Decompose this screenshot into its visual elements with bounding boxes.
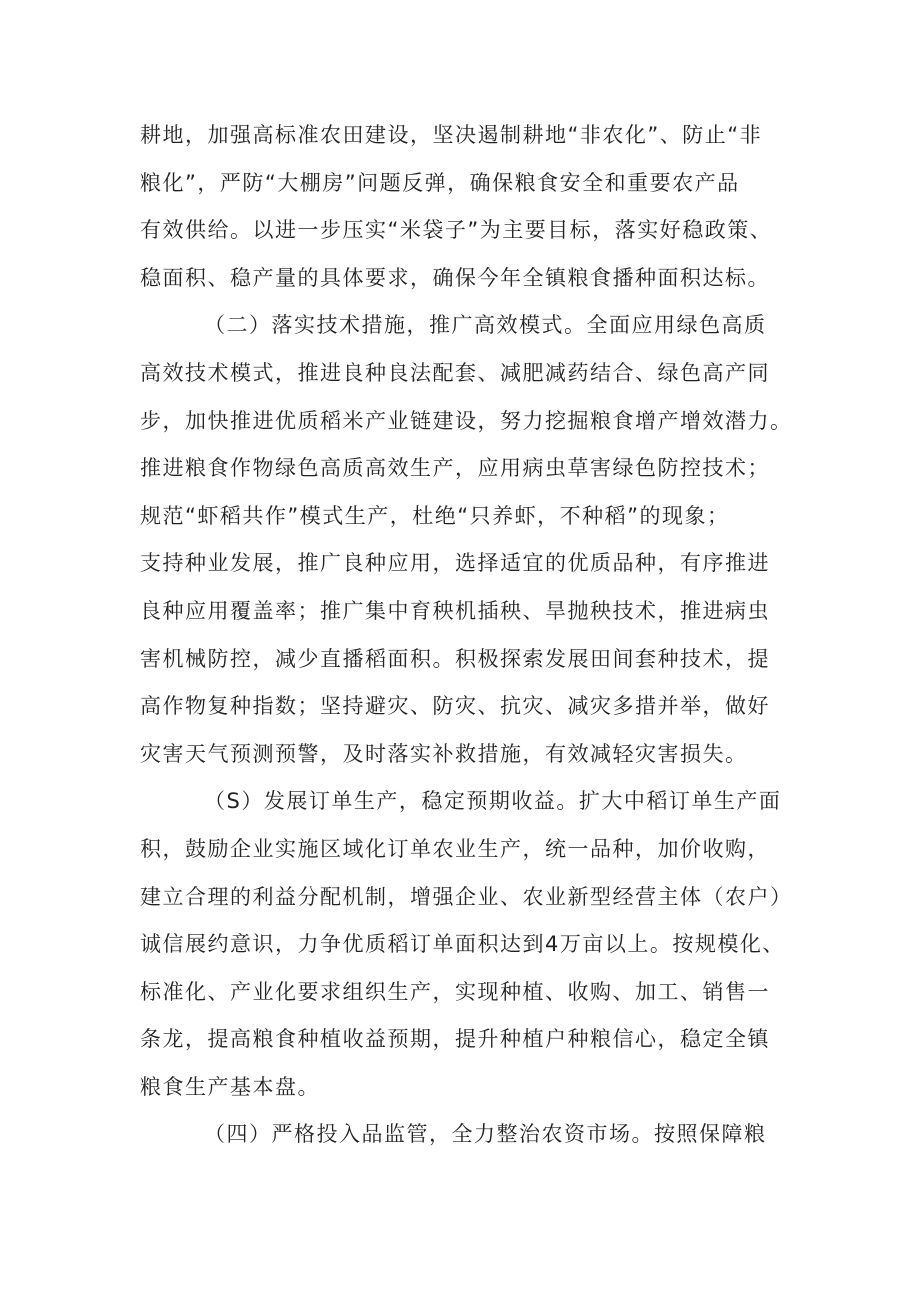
text-line: 支持种业发展，推广良种应用，选择适宜的优质品种，有序推进	[140, 551, 770, 576]
text-line: 有效供给。以进一步压实“米袋子”为主要目标，落实好稳政策、	[140, 218, 773, 243]
text-line: 建立合理的利益分配机制，增强企业、农业新型经营主体（农户）	[140, 884, 793, 909]
paragraph-first-line: （二）落实技术措施，推广高效模式。全面应用绿色高质	[204, 313, 767, 338]
text-line: 规范“虾稻共作”模式生产，杜绝“只养虾，不种稻”的现象；	[140, 503, 730, 528]
text-line: 害机械防控，减少直播稻面积。积极探索发展田间套种技术，提	[140, 646, 770, 671]
text-line: 高作物复种指数；坚持避灾、防灾、抗灾、减灾多措并举，做好	[140, 694, 770, 719]
text-line: 标准化、产业化要求组织生产，实现种植、收购、加工、销售一	[140, 979, 770, 1004]
text-line: 步，加快推进优质稻米产业链建设，努力挖掘粮食增产增效潜力。	[140, 408, 793, 433]
text-line: 灾害天气预测预警，及时落实补救措施，有效减轻灾害损失。	[140, 741, 748, 766]
text-line: 良种应用覆盖率；推广集中育秧机插秧、旱抛秧技术，推进病虫	[140, 598, 770, 623]
text-line: 粮化”，严防“大棚房”问题反弹，确保粮食安全和重要农产品	[140, 170, 740, 195]
text-line: 稳面积、稳产量的具体要求，确保今年全镇粮食播种面积达标。	[140, 265, 770, 290]
document-body	[140, 112, 800, 1159]
paragraph-first-line: （四）严格投入品监管，全力整治农资市场。按照保障粮	[204, 1122, 767, 1147]
text-line: 条龙，提高粮食种植收益预期，提升种植户种粮信心，稳定全镇	[140, 1027, 770, 1052]
text-line: 诚信展约意识，力争优质稻订单面积达到4万亩以上。按规模化、	[140, 932, 785, 957]
text-line: 积，鼓励企业实施区域化订单农业生产，统一品种，加价收购，	[140, 836, 770, 861]
text-line: 高效技术模式，推进良种良法配套、减肥减药结合、绿色高产同	[140, 360, 770, 385]
text-line: 耕地，加强高标准农田建设，坚决遏制耕地“非农化”、防止“非	[140, 123, 763, 147]
paragraph-first-line: （S）发展订单生产，稳定预期收益。扩大中稻订单生产面	[204, 789, 782, 814]
text-line: 推进粮食作物绿色高质高效生产，应用病虫草害绿色防控技术；	[140, 456, 770, 481]
text-line: 粮食生产基本盘。	[140, 1074, 320, 1099]
